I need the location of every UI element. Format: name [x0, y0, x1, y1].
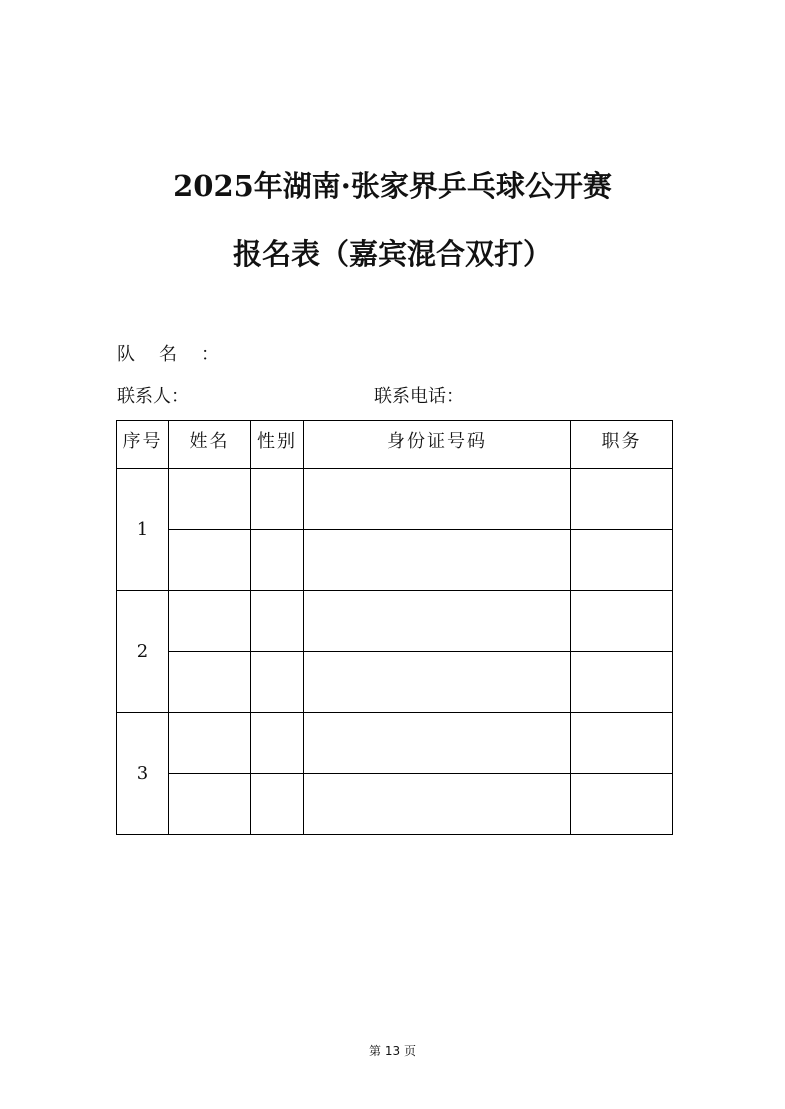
table-row: [117, 591, 673, 652]
id-number-cell[interactable]: [304, 591, 571, 652]
group-number: 2: [117, 591, 169, 713]
table-header-row: [117, 421, 673, 469]
page-number: 第 13 页: [369, 1044, 416, 1058]
name-cell[interactable]: [169, 469, 251, 530]
id-number-cell[interactable]: [304, 469, 571, 530]
id-number-cell[interactable]: [304, 652, 571, 713]
contact-phone-label: 联系电话：: [374, 386, 464, 407]
table-row: [117, 652, 673, 713]
table-row: [117, 469, 673, 530]
id-number-cell[interactable]: [304, 774, 571, 835]
name-cell[interactable]: [169, 591, 251, 652]
table-row: [117, 530, 673, 591]
id-number-cell[interactable]: [304, 530, 571, 591]
id-number-cell[interactable]: [304, 713, 571, 774]
contact-person-field: [117, 382, 189, 408]
header-seq: 序号: [117, 421, 169, 469]
table-row: [117, 713, 673, 774]
gender-cell[interactable]: [251, 530, 304, 591]
registration-table: [116, 420, 673, 835]
gender-cell[interactable]: [251, 469, 304, 530]
header-id-number: 身份证号码: [304, 421, 571, 469]
team-name-label: 队名：: [117, 344, 243, 365]
form-subtitle: 报名表（嘉宾混合双打）: [232, 237, 552, 271]
name-cell[interactable]: [169, 530, 251, 591]
contact-phone-field: [374, 382, 464, 408]
name-cell[interactable]: [169, 774, 251, 835]
position-cell[interactable]: [571, 469, 673, 530]
position-cell[interactable]: [571, 713, 673, 774]
table-row: [117, 774, 673, 835]
position-cell[interactable]: [571, 530, 673, 591]
name-cell[interactable]: [169, 652, 251, 713]
position-cell[interactable]: [571, 591, 673, 652]
gender-cell[interactable]: [251, 774, 304, 835]
header-gender: 性别: [251, 421, 304, 469]
gender-cell[interactable]: [251, 652, 304, 713]
header-position: 职务: [571, 421, 673, 469]
form-title: 2025年湖南·张家界乒乓球公开赛: [173, 169, 612, 203]
gender-cell[interactable]: [251, 713, 304, 774]
team-name-field: [117, 340, 243, 366]
name-cell[interactable]: [169, 713, 251, 774]
gender-cell[interactable]: [251, 591, 304, 652]
contact-person-label: 联系人：: [117, 386, 189, 407]
position-cell[interactable]: [571, 774, 673, 835]
header-name: 姓名: [169, 421, 251, 469]
position-cell[interactable]: [571, 652, 673, 713]
group-number: 1: [117, 469, 169, 591]
group-number: 3: [117, 713, 169, 835]
